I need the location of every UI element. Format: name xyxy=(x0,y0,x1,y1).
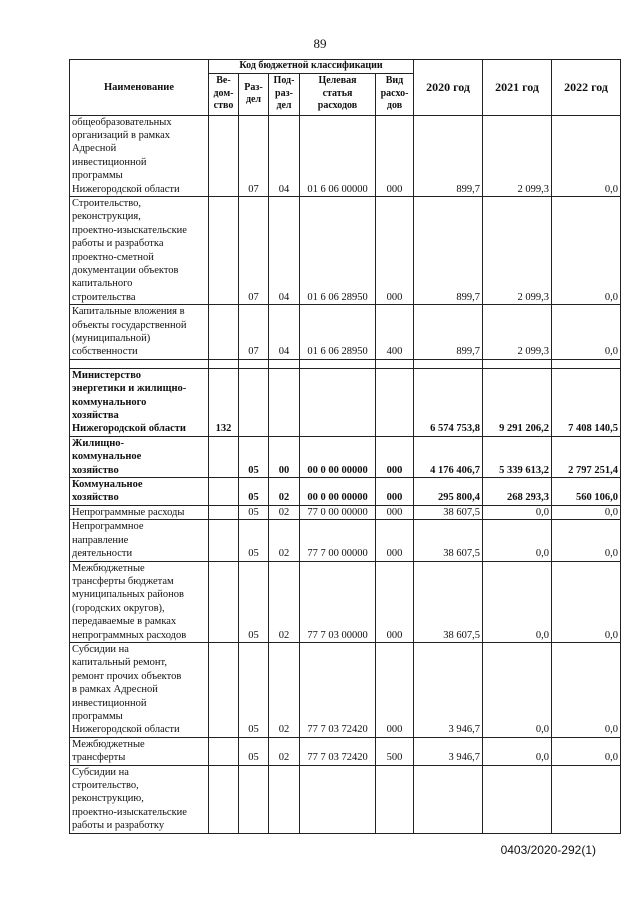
header-name: Наименование xyxy=(70,60,209,116)
table-body xyxy=(70,115,621,833)
header-2020: 2020 год xyxy=(414,60,483,116)
cell-y2022: 7 408 140,5 xyxy=(552,368,621,436)
table-row xyxy=(70,115,621,196)
cell-y2021: 2 099,3 xyxy=(483,305,552,360)
cell-celevaya: 77 7 03 72420 xyxy=(300,737,376,765)
header-vedomstvo: Ве- дом- ство xyxy=(209,73,239,115)
cell-y2021 xyxy=(483,765,552,833)
cell-celevaya: 77 0 00 00000 xyxy=(300,505,376,519)
cell-ved xyxy=(209,436,239,477)
cell-razdel: 07 xyxy=(239,305,269,360)
cell-name: общеобразовательных организаций в рамках Адресной инвестиционной программы Нижегородской области xyxy=(70,115,209,196)
cell-name: Министерство энергетики и жилищно- коммунального хозяйства Нижегородской области xyxy=(70,368,209,436)
cell-vid: 000 xyxy=(376,115,414,196)
cell-y2021: 0,0 xyxy=(483,520,552,561)
cell-celevaya: 01 6 06 00000 xyxy=(300,115,376,196)
cell-vid: 000 xyxy=(376,505,414,519)
cell-y2022: 0,0 xyxy=(552,305,621,360)
cell-y2021: 0,0 xyxy=(483,737,552,765)
cell-celevaya xyxy=(300,368,376,436)
table-row xyxy=(70,436,621,477)
cell-name: Субсидии на капитальный ремонт, ремонт прочих объектов в рамках Адресной инвестиционной программы Нижегородской области xyxy=(70,642,209,737)
cell-podrazdel: 00 xyxy=(269,436,300,477)
cell-name: Капитальные вложения в объекты государственной (муниципальной) собственности xyxy=(70,305,209,360)
cell-y2022: 0,0 xyxy=(552,115,621,196)
cell-y2020: 38 607,5 xyxy=(414,520,483,561)
header-2022: 2022 год xyxy=(552,60,621,116)
cell-vid: 000 xyxy=(376,478,414,506)
cell-ved xyxy=(209,520,239,561)
cell-y2022: 0,0 xyxy=(552,196,621,304)
cell-name: Строительство, реконструкция, проектно-изыскательские работы и разработка проектно-сметной документации объектов капитального строительства xyxy=(70,196,209,304)
cell-razdel: 05 xyxy=(239,737,269,765)
table-row-spacer xyxy=(70,359,621,368)
cell-razdel: 05 xyxy=(239,436,269,477)
cell-vid xyxy=(376,765,414,833)
cell-y2020: 3 946,7 xyxy=(414,737,483,765)
header-2021: 2021 год xyxy=(483,60,552,116)
cell-celevaya: 77 7 03 00000 xyxy=(300,561,376,642)
header-podrazdel: Под- раз- дел xyxy=(269,73,300,115)
cell-name: Межбюджетные трансферты xyxy=(70,737,209,765)
cell-podrazdel: 02 xyxy=(269,561,300,642)
cell-y2021: 9 291 206,2 xyxy=(483,368,552,436)
cell-podrazdel: 04 xyxy=(269,305,300,360)
table-row xyxy=(70,368,621,436)
cell-razdel: 05 xyxy=(239,520,269,561)
cell-y2021: 0,0 xyxy=(483,505,552,519)
cell-ved xyxy=(209,196,239,304)
cell-vid: 000 xyxy=(376,196,414,304)
cell-y2020: 295 800,4 xyxy=(414,478,483,506)
cell-ved xyxy=(209,765,239,833)
header-celevaya: Целевая статья расходов xyxy=(300,73,376,115)
cell-celevaya: 00 0 00 00000 xyxy=(300,478,376,506)
header-row-top xyxy=(70,60,621,74)
cell-podrazdel xyxy=(269,765,300,833)
cell-name: Непрограммные расходы xyxy=(70,505,209,519)
cell-y2022: 0,0 xyxy=(552,561,621,642)
table-row xyxy=(70,478,621,506)
cell-razdel xyxy=(239,368,269,436)
cell-y2020: 3 946,7 xyxy=(414,642,483,737)
cell-name: Коммунальное хозяйство xyxy=(70,478,209,506)
cell-y2021: 2 099,3 xyxy=(483,196,552,304)
cell-ved xyxy=(209,115,239,196)
cell-celevaya: 77 7 03 72420 xyxy=(300,642,376,737)
spacer-cell xyxy=(483,359,552,368)
cell-name: Жилищно- коммунальное хозяйство xyxy=(70,436,209,477)
cell-ved xyxy=(209,561,239,642)
cell-y2021: 0,0 xyxy=(483,642,552,737)
cell-y2020: 38 607,5 xyxy=(414,561,483,642)
spacer-cell xyxy=(376,359,414,368)
cell-vid: 400 xyxy=(376,305,414,360)
table-row xyxy=(70,561,621,642)
cell-razdel: 07 xyxy=(239,196,269,304)
cell-y2022: 0,0 xyxy=(552,642,621,737)
header-classification-group: Код бюджетной классификации xyxy=(209,60,414,74)
cell-y2022: 0,0 xyxy=(552,520,621,561)
cell-y2020: 38 607,5 xyxy=(414,505,483,519)
cell-y2020: 899,7 xyxy=(414,196,483,304)
cell-vid xyxy=(376,368,414,436)
cell-vid: 000 xyxy=(376,520,414,561)
header-razdel: Раз- дел xyxy=(239,73,269,115)
budget-table xyxy=(69,59,621,834)
cell-y2020: 899,7 xyxy=(414,305,483,360)
cell-celevaya: 00 0 00 00000 xyxy=(300,436,376,477)
cell-vid: 000 xyxy=(376,561,414,642)
cell-y2021: 0,0 xyxy=(483,561,552,642)
page-number: 89 xyxy=(313,36,327,51)
cell-y2021: 5 339 613,2 xyxy=(483,436,552,477)
cell-podrazdel: 02 xyxy=(269,737,300,765)
cell-razdel xyxy=(239,765,269,833)
cell-podrazdel: 04 xyxy=(269,115,300,196)
cell-razdel: 05 xyxy=(239,505,269,519)
spacer-cell xyxy=(414,359,483,368)
cell-y2020: 4 176 406,7 xyxy=(414,436,483,477)
cell-name: Субсидии на строительство, реконструкцию, проектно-изыскательские работы и разработку xyxy=(70,765,209,833)
footer-code: 0403/2020-292(1) xyxy=(500,843,596,857)
cell-celevaya: 77 7 00 00000 xyxy=(300,520,376,561)
cell-ved xyxy=(209,737,239,765)
table-row xyxy=(70,196,621,304)
cell-vid: 000 xyxy=(376,642,414,737)
spacer-cell xyxy=(269,359,300,368)
cell-podrazdel xyxy=(269,368,300,436)
header-vid: Вид расхо- дов xyxy=(376,73,414,115)
cell-ved xyxy=(209,505,239,519)
cell-ved xyxy=(209,478,239,506)
cell-razdel: 05 xyxy=(239,642,269,737)
cell-podrazdel: 02 xyxy=(269,642,300,737)
table-row xyxy=(70,737,621,765)
spacer-cell xyxy=(552,359,621,368)
spacer-cell xyxy=(300,359,376,368)
cell-celevaya xyxy=(300,765,376,833)
cell-vid: 000 xyxy=(376,436,414,477)
cell-y2021: 2 099,3 xyxy=(483,115,552,196)
cell-ved: 132 xyxy=(209,368,239,436)
table-row xyxy=(70,505,621,519)
cell-razdel: 05 xyxy=(239,561,269,642)
cell-y2020 xyxy=(414,765,483,833)
cell-y2022: 0,0 xyxy=(552,737,621,765)
cell-celevaya: 01 6 06 28950 xyxy=(300,305,376,360)
cell-name: Межбюджетные трансферты бюджетам муниципальных районов (городских округов), передаваемые в рамках непрограммных расходов xyxy=(70,561,209,642)
cell-y2022: 0,0 xyxy=(552,505,621,519)
cell-y2021: 268 293,3 xyxy=(483,478,552,506)
cell-podrazdel: 04 xyxy=(269,196,300,304)
spacer-cell xyxy=(209,359,239,368)
cell-y2020: 899,7 xyxy=(414,115,483,196)
cell-podrazdel: 02 xyxy=(269,478,300,506)
cell-name: Непрограммное направление деятельности xyxy=(70,520,209,561)
cell-vid: 500 xyxy=(376,737,414,765)
cell-podrazdel: 02 xyxy=(269,505,300,519)
cell-y2022: 2 797 251,4 xyxy=(552,436,621,477)
cell-ved xyxy=(209,305,239,360)
cell-y2022: 560 106,0 xyxy=(552,478,621,506)
cell-razdel: 05 xyxy=(239,478,269,506)
spacer-cell xyxy=(70,359,209,368)
cell-ved xyxy=(209,642,239,737)
spacer-cell xyxy=(239,359,269,368)
table-row xyxy=(70,520,621,561)
table-row xyxy=(70,305,621,360)
cell-celevaya: 01 6 06 28950 xyxy=(300,196,376,304)
cell-podrazdel: 02 xyxy=(269,520,300,561)
cell-y2022 xyxy=(552,765,621,833)
cell-y2020: 6 574 753,8 xyxy=(414,368,483,436)
table-row xyxy=(70,642,621,737)
cell-razdel: 07 xyxy=(239,115,269,196)
table-row xyxy=(70,765,621,833)
